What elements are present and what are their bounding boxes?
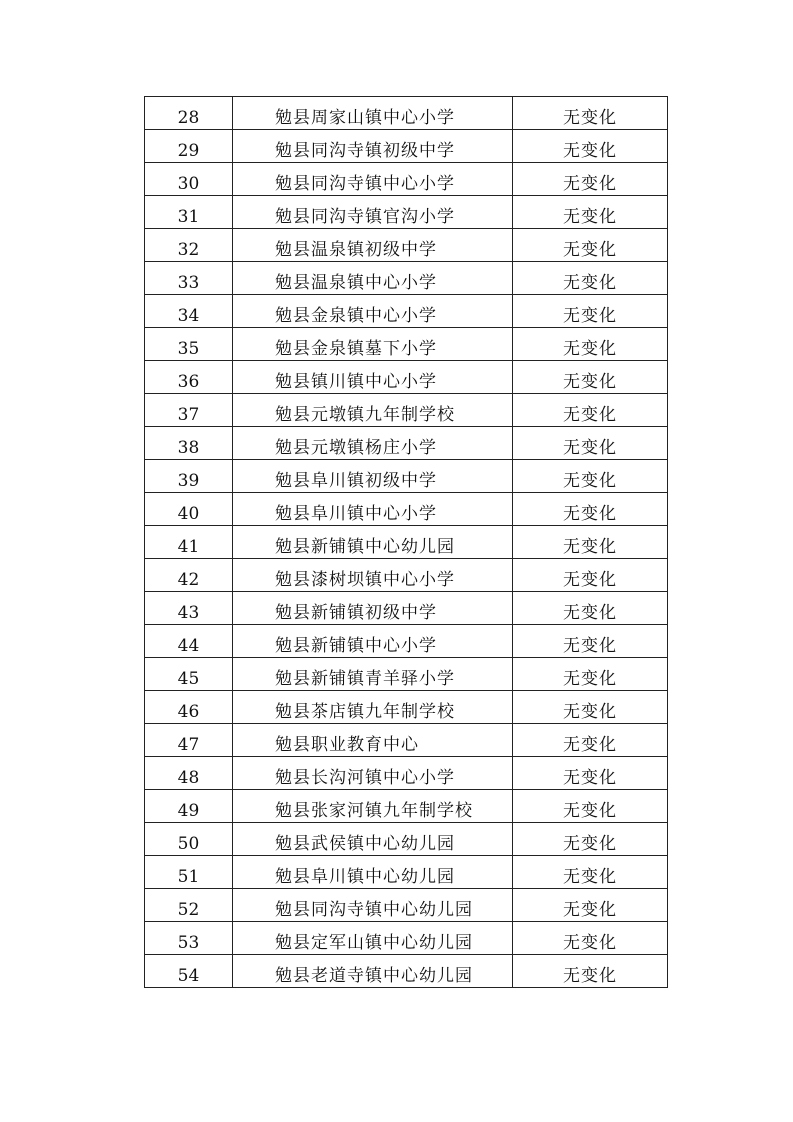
school-name: 勉县元墩镇九年制学校 [233,394,513,427]
table-row [145,493,668,526]
row-number: 46 [145,691,233,724]
change-status: 无变化 [513,625,668,658]
table-row [145,790,668,823]
change-status: 无变化 [513,823,668,856]
row-number: 45 [145,658,233,691]
table-row [145,295,668,328]
table-row [145,262,668,295]
table-row [145,526,668,559]
row-number: 29 [145,130,233,163]
school-name: 勉县老道寺镇中心幼儿园 [233,955,513,988]
row-number: 54 [145,955,233,988]
row-number: 32 [145,229,233,262]
school-name: 勉县漆树坝镇中心小学 [233,559,513,592]
table-row [145,823,668,856]
change-status: 无变化 [513,295,668,328]
school-name: 勉县阜川镇中心小学 [233,493,513,526]
change-status: 无变化 [513,262,668,295]
school-name: 勉县武侯镇中心幼儿园 [233,823,513,856]
row-number: 53 [145,922,233,955]
school-name: 勉县职业教育中心 [233,724,513,757]
school-name: 勉县温泉镇初级中学 [233,229,513,262]
change-status: 无变化 [513,493,668,526]
table-row [145,922,668,955]
table-row [145,691,668,724]
school-name: 勉县张家河镇九年制学校 [233,790,513,823]
school-name: 勉县元墩镇杨庄小学 [233,427,513,460]
change-status: 无变化 [513,691,668,724]
change-status: 无变化 [513,328,668,361]
change-status: 无变化 [513,856,668,889]
change-status: 无变化 [513,196,668,229]
change-status: 无变化 [513,361,668,394]
change-status: 无变化 [513,724,668,757]
table-row [145,361,668,394]
change-status: 无变化 [513,394,668,427]
change-status: 无变化 [513,559,668,592]
table-row [145,328,668,361]
change-status: 无变化 [513,889,668,922]
change-status: 无变化 [513,427,668,460]
table-row [145,889,668,922]
school-name: 勉县新铺镇中心小学 [233,625,513,658]
table-row [145,592,668,625]
school-name: 勉县周家山镇中心小学 [233,97,513,130]
row-number: 40 [145,493,233,526]
table-row [145,658,668,691]
school-name: 勉县镇川镇中心小学 [233,361,513,394]
table-row [145,427,668,460]
school-name: 勉县阜川镇中心幼儿园 [233,856,513,889]
table-body [145,97,668,988]
change-status: 无变化 [513,592,668,625]
school-name: 勉县新铺镇中心幼儿园 [233,526,513,559]
row-number: 47 [145,724,233,757]
change-status: 无变化 [513,526,668,559]
school-name: 勉县同沟寺镇初级中学 [233,130,513,163]
row-number: 48 [145,757,233,790]
table-row [145,163,668,196]
table-row [145,757,668,790]
table-row [145,196,668,229]
row-number: 37 [145,394,233,427]
change-status: 无变化 [513,460,668,493]
table-row [145,559,668,592]
change-status: 无变化 [513,922,668,955]
row-number: 43 [145,592,233,625]
row-number: 35 [145,328,233,361]
row-number: 52 [145,889,233,922]
row-number: 31 [145,196,233,229]
row-number: 51 [145,856,233,889]
school-name: 勉县金泉镇中心小学 [233,295,513,328]
school-name: 勉县同沟寺镇中心幼儿园 [233,889,513,922]
school-status-table [144,96,668,988]
table-row [145,97,668,130]
row-number: 28 [145,97,233,130]
change-status: 无变化 [513,955,668,988]
table-row [145,394,668,427]
row-number: 42 [145,559,233,592]
row-number: 33 [145,262,233,295]
row-number: 34 [145,295,233,328]
school-name: 勉县同沟寺镇官沟小学 [233,196,513,229]
school-name: 勉县茶店镇九年制学校 [233,691,513,724]
school-name: 勉县温泉镇中心小学 [233,262,513,295]
row-number: 38 [145,427,233,460]
table-row [145,130,668,163]
school-name: 勉县新铺镇初级中学 [233,592,513,625]
school-name: 勉县阜川镇初级中学 [233,460,513,493]
change-status: 无变化 [513,163,668,196]
school-name: 勉县长沟河镇中心小学 [233,757,513,790]
school-name: 勉县定军山镇中心幼儿园 [233,922,513,955]
row-number: 49 [145,790,233,823]
change-status: 无变化 [513,757,668,790]
table-row [145,460,668,493]
change-status: 无变化 [513,97,668,130]
table-row [145,229,668,262]
change-status: 无变化 [513,229,668,262]
row-number: 39 [145,460,233,493]
school-name: 勉县金泉镇墓下小学 [233,328,513,361]
change-status: 无变化 [513,790,668,823]
table-row [145,625,668,658]
school-name: 勉县新铺镇青羊驿小学 [233,658,513,691]
row-number: 30 [145,163,233,196]
table-row [145,955,668,988]
table-row [145,724,668,757]
row-number: 50 [145,823,233,856]
change-status: 无变化 [513,658,668,691]
school-name: 勉县同沟寺镇中心小学 [233,163,513,196]
table-row [145,856,668,889]
row-number: 36 [145,361,233,394]
row-number: 41 [145,526,233,559]
change-status: 无变化 [513,130,668,163]
row-number: 44 [145,625,233,658]
